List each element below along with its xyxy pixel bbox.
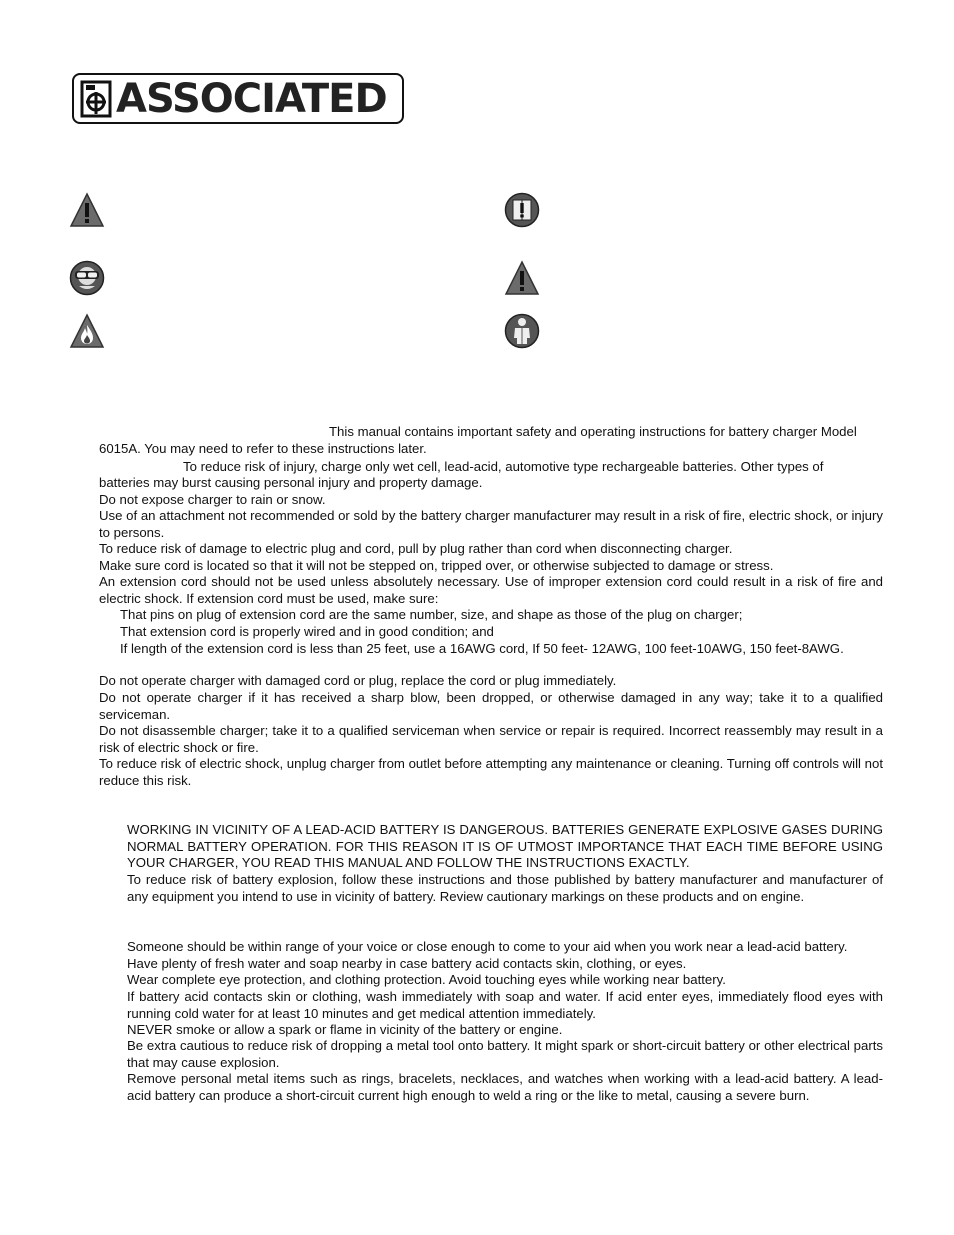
charger-rule: Do not operate charger with damaged cord or plug, replace the cord or plug immediately. <box>99 673 617 688</box>
brand-logo <box>72 73 404 124</box>
precaution-item: If battery acid contacts skin or clothing, wash immediately with soap and water. If acid enter eyes, immediately flood eyes with running cold water for at least 10 minutes and get medical attention immediately. <box>127 989 883 1021</box>
warning-triangle-icon <box>69 192 105 228</box>
battery-warning: WORKING IN VICINITY OF A LEAD-ACID BATTERY IS DANGEROUS. BATTERIES GENERATE EXPLOSIVE GASES DURING NORMAL BATTERY OPERATION. FOR THIS REASON IT IS OF UTMOST IMPORTANCE THAT EACH TIME BEFORE USING YOUR CHARGER, YOU READ THIS MANUAL AND FOLLOW THE INSTRUCTIONS EXACTLY. <box>127 822 883 870</box>
extension-rule: If length of the extension cord is less than 25 feet, use a 16AWG cord, If 50 feet- 12AWG, 100 feet-10AWG, 150 feet-8AWG. <box>120 641 844 656</box>
intro-text: To reduce risk of injury, charge only wet cell, lead-acid, automotive type rechargeable batteries. Other types of <box>183 459 824 474</box>
intro-text: This manual contains important safety and operating instructions for battery charger Model <box>329 424 857 439</box>
precaution-item: Be extra cautious to reduce risk of dropping a metal tool onto battery. It might spark or short-circuit battery or other electrical parts that may cause explosion. <box>127 1038 883 1070</box>
safety-goggles-icon <box>69 260 105 296</box>
battery-warning: To reduce risk of battery explosion, follow these instructions and those published by battery manufacturer and manufacturer of any equipment you intend to use in vicinity of battery. Review cautionary markings on these products and on engine. <box>127 872 883 904</box>
charger-rule: To reduce risk of electric shock, unplug charger from outlet before attempting any maintenance or cleaning. Turning off controls will not reduce this risk. <box>99 756 883 788</box>
charger-rule: Do not operate charger if it has received a sharp blow, been dropped, or otherwise damaged in any way; take it to a qualified serviceman. <box>99 690 883 722</box>
charger-rule: Make sure cord is located so that it will not be stepped on, tripped over, or otherwise subjected to damage or stress. <box>99 558 774 573</box>
intro-text: 6015A. You may need to refer to these instructions later. <box>99 441 427 456</box>
intro-text: batteries may burst causing personal injury and property damage. <box>99 475 483 490</box>
warning-triangle-icon <box>504 260 540 296</box>
precaution-item: Remove personal metal items such as rings, bracelets, necklaces, and watches when working with a lead-acid battery. A lead-acid battery can produce a short-circuit current high enough to weld a ring or the like to metal, causing a severe burn. <box>127 1071 883 1103</box>
charger-rule: Do not disassemble charger; take it to a qualified serviceman when service or repair is required. Incorrect reassembly may result in a risk of electric shock or fire. <box>99 723 883 755</box>
brand-name: ASSOCIATED <box>116 75 387 122</box>
charger-rule: Do not expose charger to rain or snow. <box>99 492 326 507</box>
precaution-item: NEVER smoke or allow a spark or flame in vicinity of the battery or engine. <box>127 1022 563 1037</box>
read-manual-icon <box>504 192 540 228</box>
protective-clothing-icon <box>504 313 540 349</box>
charger-rule: Use of an attachment not recommended or sold by the battery charger manufacturer may result in a risk of fire, electric shock, or injury to persons. <box>99 508 883 540</box>
extension-rule: That pins on plug of extension cord are the same number, size, and shape as those of the plug on charger; <box>120 607 743 622</box>
extension-rule: That extension cord is properly wired and in good condition; and <box>120 624 494 639</box>
precaution-item: Have plenty of fresh water and soap nearby in case battery acid contacts skin, clothing, or eyes. <box>127 956 687 971</box>
charger-rule: To reduce risk of damage to electric plug and cord, pull by plug rather than cord when disconnecting charger. <box>99 541 733 556</box>
precaution-item: Wear complete eye protection, and clothing protection. Avoid touching eyes while working near battery. <box>127 972 726 987</box>
charger-rule: An extension cord should not be used unless absolutely necessary. Use of improper extension cord could result in a risk of fire and electric shock. If extension cord must be used, make sure: <box>99 574 883 606</box>
precaution-item: Someone should be within range of your voice or close enough to come to your aid when you work near a lead-acid battery. <box>127 939 848 954</box>
associated-logo-icon <box>80 80 112 118</box>
fire-hazard-icon <box>69 313 105 349</box>
